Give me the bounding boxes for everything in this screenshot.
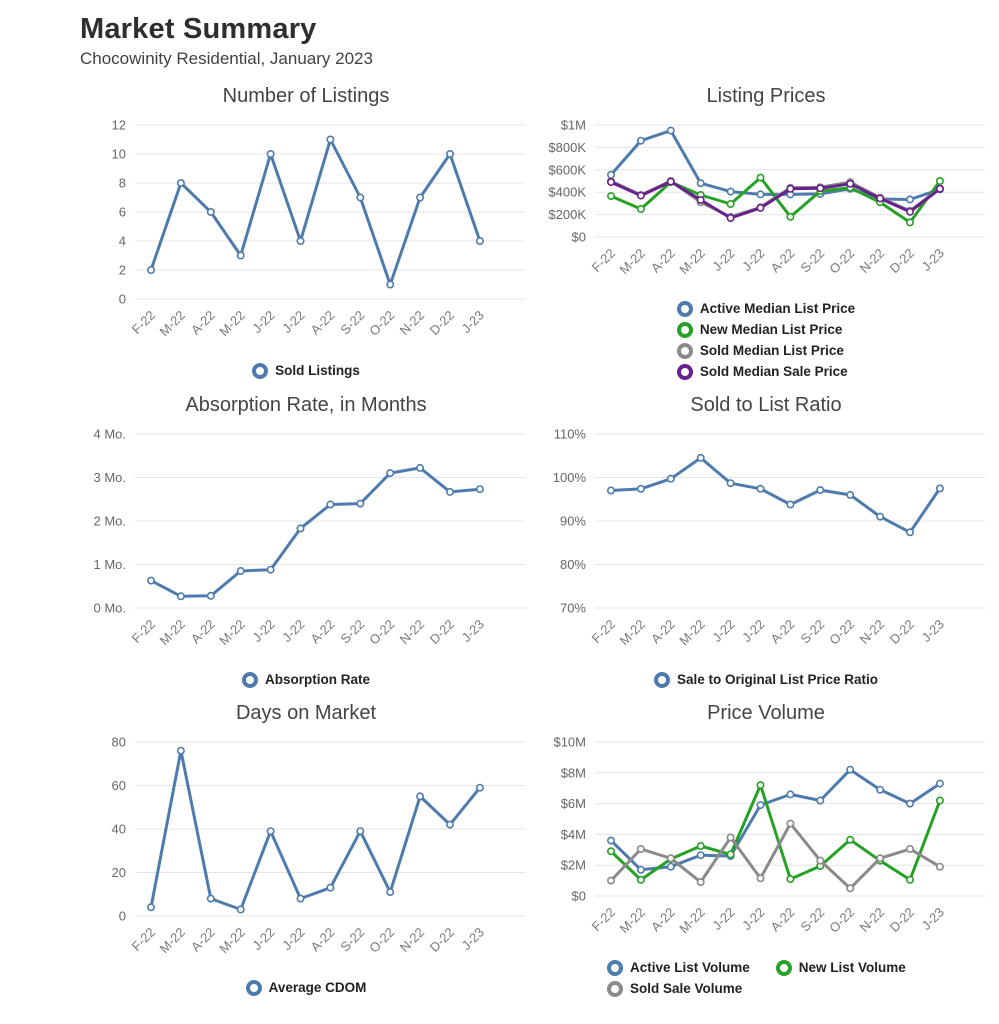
data-point-marker: [238, 906, 244, 912]
data-point-marker: [817, 487, 823, 493]
data-point-marker: [357, 828, 363, 834]
series-marker-icon: [252, 363, 268, 379]
legend-items: [607, 960, 925, 997]
x-axis-tick-label: D-22: [886, 904, 918, 935]
chart-title: Price Volume: [707, 701, 825, 724]
data-point-marker: [668, 475, 674, 481]
x-axis-tick-label: S-22: [337, 307, 368, 338]
x-axis-tick-label: A-22: [307, 924, 338, 955]
legend-item: [252, 363, 360, 379]
data-point-marker: [638, 192, 644, 198]
x-axis-tick-label: M-22: [156, 924, 189, 956]
chart-title: Days on Market: [235, 701, 377, 724]
data-point-marker: [477, 238, 483, 244]
data-point-marker: [477, 486, 483, 492]
y-axis-tick-label: $800K: [548, 139, 586, 155]
legend-items: [252, 363, 360, 379]
x-axis-tick-label: O-22: [366, 924, 398, 956]
data-point-marker: [387, 470, 393, 476]
x-axis-tick-label: J-22: [279, 307, 308, 336]
y-axis-tick-label: 100%: [552, 469, 586, 485]
chart-legend: [80, 363, 532, 379]
x-axis-tick-label: J-23: [918, 245, 948, 274]
data-point-marker: [937, 780, 943, 786]
data-point-marker: [787, 185, 793, 191]
data-point-marker: [178, 593, 184, 599]
x-axis-tick-label: M-22: [616, 904, 649, 936]
data-point-marker: [757, 782, 763, 788]
data-point-marker: [847, 885, 853, 891]
x-axis-tick-label: J-22: [739, 245, 768, 274]
data-point-marker: [757, 205, 763, 211]
series-marker-icon: [677, 322, 693, 338]
chart-price-volume: [540, 702, 992, 997]
data-point-marker: [847, 492, 853, 498]
data-point-marker: [937, 185, 943, 191]
absorption-rate-plot: [80, 425, 532, 670]
x-axis-tick-label: S-22: [797, 616, 828, 647]
data-point-marker: [608, 837, 614, 843]
x-axis-tick-label: A-22: [647, 616, 678, 647]
legend-item: [677, 301, 855, 317]
line-chart-svg: [80, 425, 531, 670]
y-axis-tick-label: 2 Mo.: [93, 513, 126, 529]
days-on-market-plot: [80, 733, 532, 978]
x-axis-tick-label: M-22: [676, 616, 708, 648]
series-marker-icon: [607, 981, 623, 997]
data-point-marker: [698, 852, 704, 858]
series-marker-icon: [654, 672, 670, 688]
data-point-marker: [297, 525, 303, 531]
data-point-marker: [847, 836, 853, 842]
data-point-marker: [608, 877, 614, 883]
y-axis-tick-label: 40: [111, 821, 126, 837]
x-axis-tick-label: J-23: [918, 904, 948, 933]
y-axis-tick-label: 4 Mo.: [93, 426, 126, 442]
y-axis-tick-label: 20: [111, 864, 126, 880]
data-point-marker: [817, 857, 823, 863]
chart-title: Number of Listings: [222, 84, 390, 107]
x-axis-tick-label: O-22: [366, 616, 398, 648]
legend-item: [677, 364, 848, 380]
data-point-marker: [787, 501, 793, 507]
x-axis-tick-label: N-22: [856, 245, 888, 276]
data-point-marker: [267, 566, 273, 572]
x-axis-tick-label: M-22: [216, 307, 248, 339]
y-axis-tick-label: 2: [118, 262, 126, 278]
line-chart-svg: [540, 116, 991, 299]
x-axis-tick-label: A-22: [307, 616, 338, 647]
data-point-marker: [668, 863, 674, 869]
data-point-marker: [148, 267, 154, 273]
y-axis-tick-label: 3 Mo.: [93, 469, 126, 485]
x-axis-tick-label: J-22: [709, 616, 738, 645]
x-axis-tick-label: J-22: [709, 245, 738, 274]
x-axis-tick-label: J-22: [279, 616, 308, 645]
x-axis-tick-label: J-23: [458, 616, 488, 645]
y-axis-tick-label: 8: [118, 175, 126, 191]
data-point-marker: [847, 766, 853, 772]
data-point-marker: [847, 180, 853, 186]
x-axis-tick-label: S-22: [337, 924, 368, 955]
chart-legend: [540, 301, 992, 380]
legend-label: Sold Median Sale Price: [699, 364, 848, 380]
data-point-marker: [357, 194, 363, 200]
y-axis-tick-label: 6: [118, 204, 126, 220]
x-axis-tick-label: D-22: [426, 616, 458, 647]
data-point-marker: [817, 185, 823, 191]
x-axis-tick-label: O-22: [826, 904, 858, 936]
x-axis-tick-label: A-22: [187, 307, 218, 338]
x-axis-tick-label: S-22: [797, 245, 828, 276]
x-axis-tick-label: J-23: [458, 924, 488, 953]
data-point-marker: [267, 828, 273, 834]
data-point-marker: [907, 208, 913, 214]
y-axis-tick-label: $400K: [548, 184, 586, 200]
chart-title: Absorption Rate, in Months: [185, 393, 427, 416]
legend-items: [654, 672, 878, 688]
report-header: [80, 14, 999, 69]
y-axis-tick-label: 70%: [559, 600, 586, 616]
x-axis-tick-label: N-22: [396, 616, 428, 647]
data-point-marker: [417, 194, 423, 200]
data-point-marker: [447, 151, 453, 157]
data-point-marker: [937, 485, 943, 491]
line-chart-svg: [540, 425, 991, 670]
y-axis-tick-label: 80: [111, 734, 126, 750]
data-point-marker: [698, 879, 704, 885]
x-axis-tick-label: M-22: [676, 245, 708, 277]
data-point-marker: [638, 866, 644, 872]
x-axis-tick-label: J-22: [249, 307, 278, 336]
x-axis-tick-label: S-22: [797, 904, 828, 935]
chart-legend: [80, 672, 532, 688]
x-axis-tick-label: M-22: [216, 924, 248, 956]
x-axis-tick-label: F-22: [128, 307, 159, 337]
y-axis-tick-label: 90%: [559, 513, 586, 529]
x-axis-tick-label: M-22: [616, 245, 649, 277]
x-axis-tick-label: N-22: [396, 924, 428, 955]
listing-prices-plot: [540, 116, 992, 299]
number-of-listings-plot: [80, 116, 532, 361]
data-point-marker: [817, 797, 823, 803]
data-point-marker: [698, 843, 704, 849]
legend-label: Absorption Rate: [264, 672, 370, 688]
price-volume-plot: [540, 733, 992, 958]
y-axis-tick-label: $2M: [560, 857, 586, 873]
y-axis-tick-label: $1M: [560, 117, 586, 133]
x-axis-tick-label: O-22: [366, 307, 398, 339]
chart-legend: [540, 672, 992, 688]
y-axis-tick-label: 110%: [553, 426, 586, 442]
legend-item: [607, 981, 742, 997]
y-axis-tick-label: 1 Mo.: [93, 556, 126, 572]
data-point-marker: [727, 201, 733, 207]
data-point-marker: [357, 500, 363, 506]
data-point-marker: [417, 793, 423, 799]
x-axis-tick-label: J-23: [918, 616, 948, 645]
series-line: [151, 751, 480, 910]
x-axis-tick-label: J-22: [739, 616, 768, 645]
y-axis-tick-label: 0: [118, 908, 126, 924]
line-chart-svg: [80, 733, 531, 978]
x-axis-tick-label: O-22: [826, 245, 858, 277]
x-axis-tick-label: N-22: [856, 616, 888, 647]
data-point-marker: [757, 174, 763, 180]
data-point-marker: [698, 197, 704, 203]
data-point-marker: [447, 821, 453, 827]
y-axis-tick-label: 10: [111, 146, 126, 162]
x-axis-tick-label: F-22: [588, 245, 619, 275]
x-axis-tick-label: D-22: [886, 616, 918, 647]
series-marker-icon: [677, 301, 693, 317]
x-axis-tick-label: N-22: [856, 904, 888, 935]
legend-items: [246, 980, 367, 996]
x-axis-tick-label: M-22: [616, 616, 649, 648]
data-point-marker: [477, 784, 483, 790]
x-axis-tick-label: J-23: [458, 307, 488, 336]
y-axis-tick-label: 4: [118, 233, 126, 249]
data-point-marker: [327, 501, 333, 507]
x-axis-tick-label: D-22: [426, 307, 458, 338]
line-chart-svg: [80, 116, 531, 361]
page-subtitle: Chocowinity Residential, January 2023: [80, 48, 373, 68]
data-point-marker: [297, 238, 303, 244]
data-point-marker: [757, 802, 763, 808]
data-point-marker: [877, 855, 883, 861]
x-axis-tick-label: N-22: [396, 307, 428, 338]
data-point-marker: [267, 151, 273, 157]
x-axis-tick-label: A-22: [187, 924, 218, 955]
data-point-marker: [907, 196, 913, 202]
data-point-marker: [698, 455, 704, 461]
x-axis-tick-label: J-22: [709, 904, 738, 933]
x-axis-tick-label: A-22: [187, 616, 218, 647]
data-point-marker: [787, 791, 793, 797]
legend-label: Sold Sale Volume: [630, 981, 743, 997]
data-point-marker: [877, 513, 883, 519]
y-axis-tick-label: $6M: [560, 795, 586, 811]
legend-items: [677, 301, 855, 380]
series-marker-icon: [242, 672, 258, 688]
data-point-marker: [937, 863, 943, 869]
chart-listing-prices: [540, 85, 992, 380]
x-axis-tick-label: M-22: [676, 904, 708, 936]
legend-label: Sold Listings: [275, 363, 360, 379]
legend-item: [246, 980, 367, 996]
data-point-marker: [787, 213, 793, 219]
legend-items: [242, 672, 370, 688]
x-axis-tick-label: A-22: [767, 616, 798, 647]
x-axis-tick-label: M-22: [156, 616, 189, 648]
legend-item: [677, 322, 843, 338]
data-point-marker: [297, 895, 303, 901]
data-point-marker: [668, 855, 674, 861]
data-point-marker: [387, 889, 393, 895]
legend-label: Sold Median List Price: [699, 343, 844, 359]
data-point-marker: [447, 489, 453, 495]
chart-sold-to-list-ratio: [540, 394, 992, 688]
data-point-marker: [907, 219, 913, 225]
data-point-marker: [208, 592, 214, 598]
x-axis-tick-label: M-22: [216, 616, 248, 648]
data-point-marker: [727, 188, 733, 194]
data-point-marker: [638, 485, 644, 491]
series-line: [151, 468, 480, 596]
data-point-marker: [148, 904, 154, 910]
chart-number-of-listings: [80, 85, 532, 380]
data-point-marker: [417, 465, 423, 471]
data-point-marker: [727, 851, 733, 857]
data-point-marker: [638, 876, 644, 882]
sold-to-list-ratio-plot: [540, 425, 992, 670]
x-axis-tick-label: A-22: [647, 904, 678, 935]
x-axis-tick-label: J-22: [739, 904, 768, 933]
data-point-marker: [178, 180, 184, 186]
chart-legend: [540, 960, 992, 997]
data-point-marker: [787, 876, 793, 882]
x-axis-tick-label: F-22: [128, 924, 159, 954]
legend-item: [242, 672, 370, 688]
x-axis-tick-label: F-22: [588, 616, 619, 646]
data-point-marker: [638, 137, 644, 143]
legend-item: [654, 672, 878, 688]
x-axis-tick-label: J-22: [279, 924, 308, 953]
data-point-marker: [208, 895, 214, 901]
data-point-marker: [178, 747, 184, 753]
chart-days-on-market: [80, 702, 532, 997]
x-axis-tick-label: M-22: [156, 307, 189, 339]
data-point-marker: [638, 846, 644, 852]
y-axis-tick-label: $600K: [548, 162, 586, 178]
chart-title: Sold to List Ratio: [690, 393, 842, 416]
legend-label: Active List Volume: [630, 960, 750, 976]
data-point-marker: [608, 487, 614, 493]
data-point-marker: [727, 834, 733, 840]
y-axis-tick-label: 0: [118, 291, 126, 307]
data-point-marker: [877, 786, 883, 792]
data-point-marker: [698, 180, 704, 186]
data-point-marker: [608, 179, 614, 185]
y-axis-tick-label: $200K: [548, 206, 586, 222]
data-point-marker: [608, 848, 614, 854]
x-axis-tick-label: A-22: [307, 307, 338, 338]
legend-label: Sale to Original List Price Ratio: [676, 672, 879, 688]
legend-item: [776, 960, 906, 976]
data-point-marker: [757, 875, 763, 881]
x-axis-tick-label: S-22: [337, 616, 368, 647]
x-axis-tick-label: A-22: [767, 245, 798, 276]
legend-item: [677, 343, 844, 359]
data-point-marker: [148, 577, 154, 583]
data-point-marker: [238, 568, 244, 574]
y-axis-tick-label: $4M: [560, 826, 586, 842]
y-axis-tick-label: $10M: [553, 734, 586, 750]
data-point-marker: [208, 209, 214, 215]
x-axis-tick-label: D-22: [426, 924, 458, 955]
x-axis-tick-label: A-22: [767, 904, 798, 935]
series-marker-icon: [677, 364, 693, 380]
data-point-marker: [727, 480, 733, 486]
data-point-marker: [608, 193, 614, 199]
y-axis-tick-label: $0: [571, 229, 586, 245]
y-axis-tick-label: 0 Mo.: [93, 600, 126, 616]
series-marker-icon: [677, 343, 693, 359]
series-line: [611, 130, 940, 199]
data-point-marker: [327, 884, 333, 890]
x-axis-tick-label: F-22: [128, 616, 159, 646]
y-axis-tick-label: $8M: [560, 765, 586, 781]
y-axis-tick-label: $0: [571, 888, 586, 904]
legend-label: New Median List Price: [699, 322, 843, 338]
x-axis-tick-label: J-22: [249, 616, 278, 645]
y-axis-tick-label: 12: [111, 117, 126, 133]
data-point-marker: [668, 127, 674, 133]
y-axis-tick-label: 80%: [559, 556, 586, 572]
legend-label: Average CDOM: [268, 980, 367, 996]
series-marker-icon: [607, 960, 623, 976]
data-point-marker: [907, 876, 913, 882]
data-point-marker: [238, 252, 244, 258]
chart-title: Listing Prices: [706, 84, 826, 107]
x-axis-tick-label: A-22: [647, 245, 678, 276]
chart-absorption-rate: [80, 394, 532, 688]
x-axis-tick-label: O-22: [826, 616, 858, 648]
series-marker-icon: [776, 960, 792, 976]
data-point-marker: [907, 800, 913, 806]
legend-label: Active Median List Price: [699, 301, 856, 317]
data-point-marker: [327, 136, 333, 142]
series-marker-icon: [246, 980, 262, 996]
page-title: Market Summary: [80, 13, 317, 45]
data-point-marker: [727, 215, 733, 221]
charts-grid: [80, 85, 999, 997]
data-point-marker: [937, 797, 943, 803]
legend-label: New List Volume: [798, 960, 906, 976]
line-chart-svg: [540, 733, 991, 958]
x-axis-tick-label: D-22: [886, 245, 918, 276]
data-point-marker: [787, 820, 793, 826]
x-axis-tick-label: J-22: [249, 924, 278, 953]
x-axis-tick-label: F-22: [588, 904, 619, 934]
legend-item: [607, 960, 750, 976]
data-point-marker: [757, 191, 763, 197]
data-point-marker: [757, 485, 763, 491]
data-point-marker: [907, 846, 913, 852]
data-point-marker: [937, 178, 943, 184]
data-point-marker: [387, 281, 393, 287]
chart-legend: [80, 980, 532, 996]
data-point-marker: [907, 529, 913, 535]
data-point-marker: [638, 206, 644, 212]
data-point-marker: [668, 178, 674, 184]
y-axis-tick-label: 60: [111, 777, 126, 793]
data-point-marker: [877, 195, 883, 201]
